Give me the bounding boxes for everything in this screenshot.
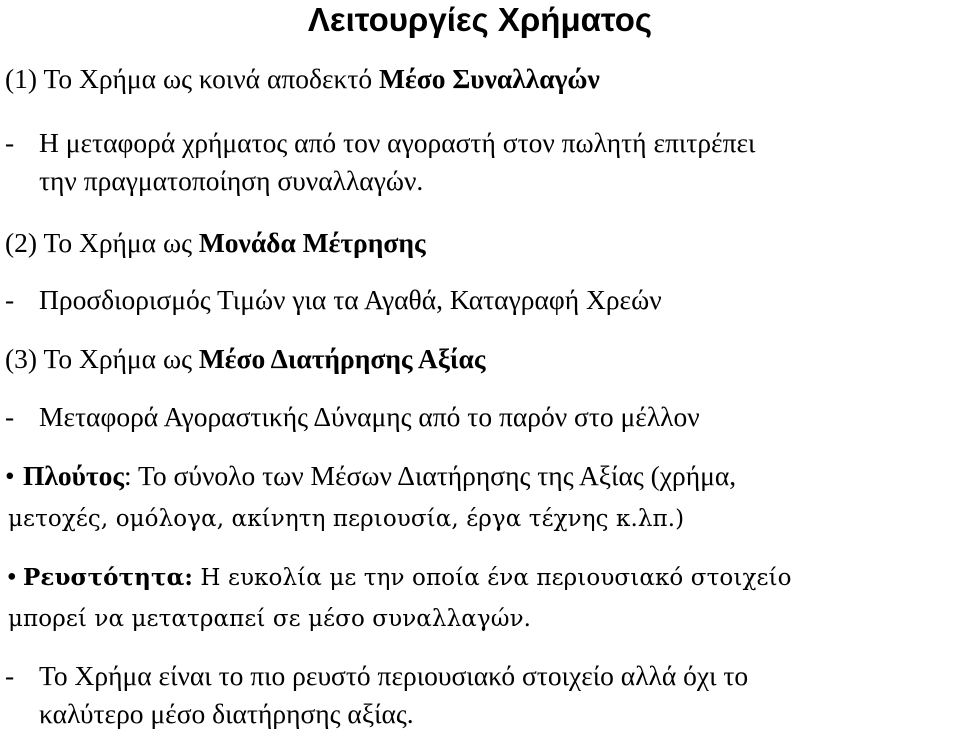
bullet-liquidity-line1: Η ευκολία με την οποία ένα περιουσιακό στοιχείο: [192, 565, 792, 591]
bullet-liquidity: [5, 562, 792, 594]
section-1-point-line1: Η μεταφορά χρήματος από τον αγοραστή στον πωλητή επιτρέπει: [39, 127, 756, 158]
section-2-point: [5, 284, 662, 316]
section-1-heading-bold: Μέσο Συναλλαγών: [379, 63, 600, 94]
bullet-icon: •: [5, 460, 15, 491]
bullet-liquidity-line2: μπορεί να μετατραπεί σε μέσο συναλλαγών.: [8, 606, 532, 632]
section-3-point-line1: Μεταφορά Αγοραστικής Δύναμης από το παρόν στο μέλλον: [39, 401, 700, 432]
bullet-wealth-line1: : Το σύνολο των Μέσων Διατήρησης της Αξίας (χρήμα,: [123, 460, 737, 491]
section-1-point: [5, 127, 755, 159]
section-2-point-line1: Προσδιορισμός Τιμών για τα Αγαθά, Καταγραφή Χρεών: [39, 284, 662, 315]
bullet-icon: •: [5, 565, 19, 591]
bullet-wealth-term: Πλούτος: [23, 460, 124, 491]
section-3-point: [5, 401, 700, 433]
dash-mark: -: [5, 284, 15, 315]
closing-point: [5, 660, 748, 692]
slide-title: Λειτουργίες Χρήματος: [307, 1, 653, 38]
section-1-point-line2: την πραγματοποίηση συναλλαγών.: [39, 165, 424, 196]
dash-mark: -: [5, 660, 15, 691]
section-1-heading-text: (1) Το Χρήμα ως κοινά αποδεκτό: [5, 63, 380, 94]
bullet-liquidity-term: Ρευστότητα:: [23, 564, 193, 591]
section-2-heading-bold: Μονάδα Μέτρησης: [198, 227, 426, 258]
section-3-heading-bold: Μέσο Διατήρησης Αξίας: [198, 343, 486, 374]
bullet-wealth-line2: μετοχές, ομόλογα, ακίνητη περιουσία, έργα τέχνης κ.λπ.): [8, 506, 685, 532]
bullet-wealth: [5, 460, 736, 492]
section-3-heading: [5, 343, 486, 375]
dash-mark: -: [5, 401, 15, 432]
closing-point-line1: Το Χρήμα είναι το πιο ρευστό περιουσιακό στοιχείο αλλά όχι το: [39, 660, 749, 691]
closing-point-line2: καλύτερο μέσο διατήρησης αξίας.: [39, 698, 414, 729]
section-2-heading: [5, 227, 426, 259]
dash-mark: -: [5, 127, 15, 158]
section-1-heading: [5, 63, 600, 95]
section-3-heading-text: (3) Το Χρήμα ως: [5, 343, 199, 374]
section-2-heading-text: (2) Το Χρήμα ως: [5, 227, 199, 258]
